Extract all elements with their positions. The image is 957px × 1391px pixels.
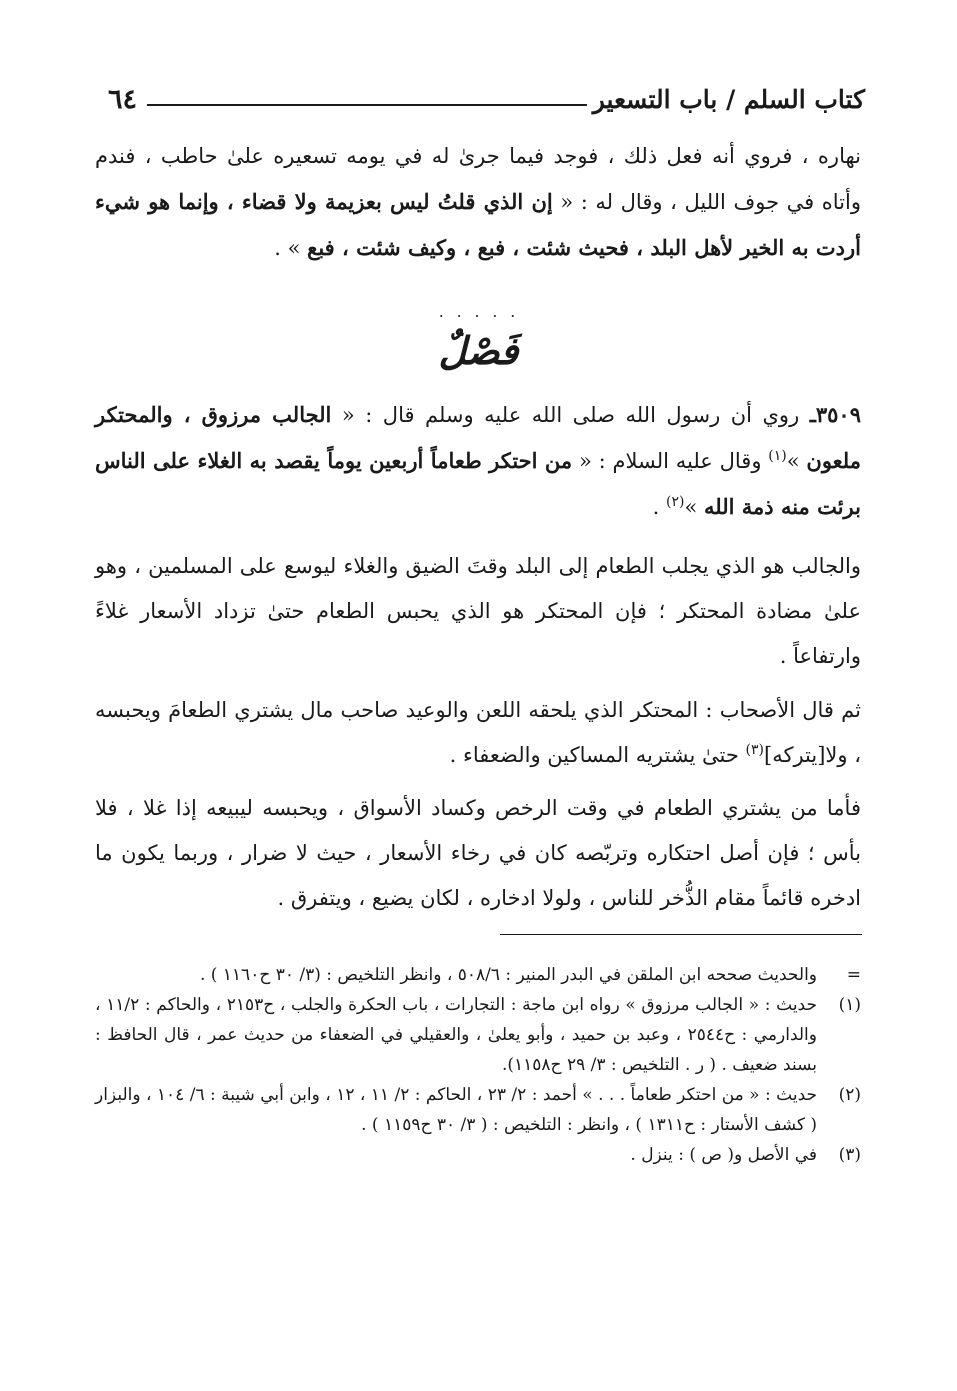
footnote-marker: (٣) [838,1145,861,1165]
paragraph-text: روي أن رسول الله صلى الله عليه وسلم قال : « [331,403,810,427]
header-rule [147,104,587,106]
footnote-text: في الأصل و( ص ) : ينزل . [630,1145,817,1165]
paragraph-text: . [652,495,667,519]
paragraph [95,688,861,778]
footnote-marker: = [846,965,861,985]
heading-ornament: ˙ ˙ ˙ ˙ ˙ [437,314,520,330]
paragraph-text: » [684,495,705,519]
footnote [95,1080,861,1140]
footnote-ref[interactable]: (١) [768,448,787,464]
footnote-ref[interactable]: (٣) [745,742,765,758]
paragraph-text: » [786,449,807,473]
footnote-marker: (٢) [838,1085,861,1105]
paragraph-text: ثم قال الأصحاب : المحتكر الذي يلحقه اللعن والوعيد صاحب مال يشتري الطعامَ ويحبسه ، ولا[يتركه] [95,698,861,767]
paragraph-continuation [95,134,861,271]
paragraph-text: نهاره ، فروي أنه فعل ذلك ، فوجد فيما جرىٰ له في يومه تسعيره علىٰ حاطب ، فندم وأتاه في جوف الليل ، وقال له : « [95,144,861,214]
footnote-ref[interactable]: (٢) [666,494,685,510]
hadith-quote: الجالب مرزوق ، والمحتكر ملعون [95,402,861,473]
footnote [95,1140,861,1170]
paragraph-text: وقال عليه السلام : « [572,449,769,473]
hadith-paragraph [95,392,861,530]
footnote-text: حديث : « الجالب مرزوق » رواه ابن ماجة : التجارات ، باب الحكرة والجلب ، ح٢١٥٣ ، والحاكم : ١١/٢ ، والدارمي : ح٢٥٤٤ ، وعبد بن حميد ، وأبو يعلىٰ ، والعقيلي في الضعفاء من حديث عمر ، قال الحافظ : بسند ضعيف . ( ر . التلخيص : ٣/ ٢٩ ح١١٥٨). [95,995,817,1075]
section-heading [0,316,957,373]
running-title: كتاب السلم / باب التسعير [592,84,865,114]
paragraph: والجالب هو الذي يجلب الطعام إلى البلد وقتَ الضيق والغلاء ليوسع على المسلمين ، وهو علىٰ مضادة المحتكر ؛ فإن المحتكر هو الذي يحبس الطعام حتىٰ تزداد الأسعار غلاءً وارتفاعاً . [95,554,861,668]
hadith-quote: من احتكر طعاماً أربعين يوماً يقصد به الغلاء على الناس برئت منه ذمة الله [95,448,861,519]
footnote-marker: (١) [838,995,861,1015]
paragraph-number: ٣٥٠٩ـ [809,402,861,427]
footnotes [95,960,861,1170]
footnote-text: حديث : « من احتكر طعاماً . . . » أحمد : ٢/ ٢٣ ، الحاكم : ٢/ ١١ ، ١٢ ، وابن أبي شيبة : ٦/ ١٠٤ ، والبزار ( كشف الأستار : ح١٣١١ ) ، وانظر : التلخيص : ( ٣/ ٣٠ ح١١٥٩ ) . [95,1085,818,1135]
paragraph-end: » . [274,236,308,260]
paragraph-text: حتىٰ يشتريه المساكين والضعفاء . [449,743,746,767]
section-heading-text: فَصْلٌ [438,328,519,373]
hadith-quote: إن الذي قلتُ ليس بعزيمة ولا قضاء ، وإنما هو شيء أردت به الخير لأهل البلد ، فحيث شئت ، فبع ، وكيف شئت ، فبع [95,189,861,260]
paragraph: فأما من يشتري الطعام في وقت الرخص وكساد الأسواق ، ويحبسه ليبيعه إذا غلا ، فلا بأس ؛ فإن أصل احتكاره وتربّصه كان في رخاء الأسعار ، حيث لا ضرار ، وربما يكون ما ادخره قائماً مقام الذُّخر للناس ، ولولا ادخاره ، لكان يضيع ، ويتفرق . [95,796,861,910]
footnote-text: والحديث صححه ابن الملقن في البدر المنير : ٥٠٨/٦ ، وانظر التلخيص : (٣/ ٣٠ ح١١٦٠ ) . [199,965,817,985]
footnote [95,990,861,1080]
footnote-separator [500,934,862,935]
running-header [92,80,865,118]
page-number: ٦٤ [108,83,138,115]
footnote [95,960,861,990]
